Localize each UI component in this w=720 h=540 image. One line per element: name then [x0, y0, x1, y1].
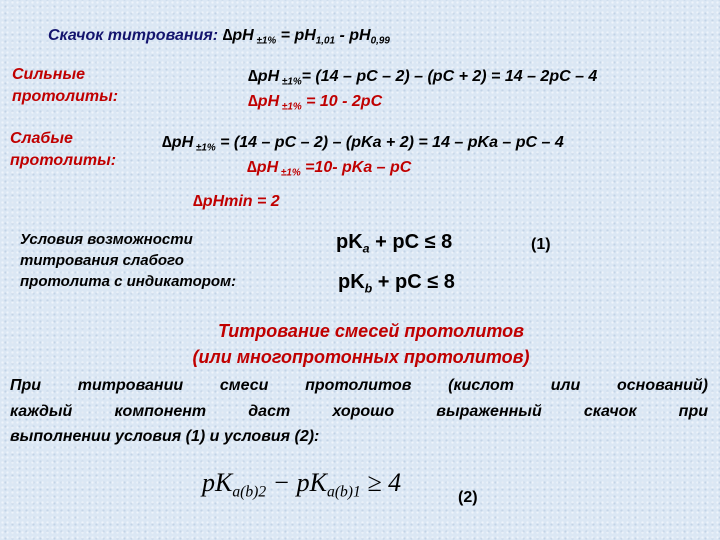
condition-1-number: (1)	[531, 236, 551, 253]
condition-2: $pK_b$ + pC ≤ 8	[338, 271, 455, 296]
weak-formula-1: ∆pH $_{\pm 1\%}$ = (14 – pC – 2) – (pKa + 2) = 14 – pKa – pC – 4	[162, 134, 564, 154]
strong-formula-1: ∆pH $_{\pm 1\%}$= (14 – pC – 2) – (pC + 2) = 14 – 2pC – 4	[248, 68, 598, 88]
jump-label: Скачок титрования:	[48, 27, 223, 44]
conditions-label: Условия возможности титрования слабого протолита с индикатором:	[20, 231, 237, 290]
formula-2-number: (2)	[458, 489, 478, 506]
strong-formula-2: ∆pH $_{\pm 1\%}$ = 10 - 2pC	[248, 93, 383, 113]
condition-1: $pK_a$ + pC ≤ 8	[336, 231, 453, 256]
formula-2: $pK_{a(b)2} - pK_{a(b)1} \ge 4$	[202, 468, 402, 501]
strong-label: Сильные протолиты:	[12, 66, 119, 105]
weak-label: Слабые протолиты:	[10, 130, 117, 169]
paragraph-line-2: каждый компонент даст хорошо выраженный скачок при	[10, 403, 708, 420]
jump-definition: Скачок титрования: ∆pH $_{\pm 1\%} = pH_{1,01} - pH_{0,99}$	[48, 27, 390, 47]
weak-formula-2: ∆pH $_{\pm 1\%}$ =10- pKa – pC	[247, 159, 412, 179]
mixture-title: Титрование смесей протолитов (или многопротонных протолитов)	[192, 321, 530, 367]
delta-ph-symbol: ∆pH	[222, 27, 254, 44]
paragraph-line-1: При титровании смеси протолитов (кислот или оснований)	[10, 377, 708, 394]
dph-min: ∆pHmin = 2	[193, 193, 280, 210]
paragraph-line-3: выполнении условия (1) и условия (2):	[10, 428, 320, 445]
